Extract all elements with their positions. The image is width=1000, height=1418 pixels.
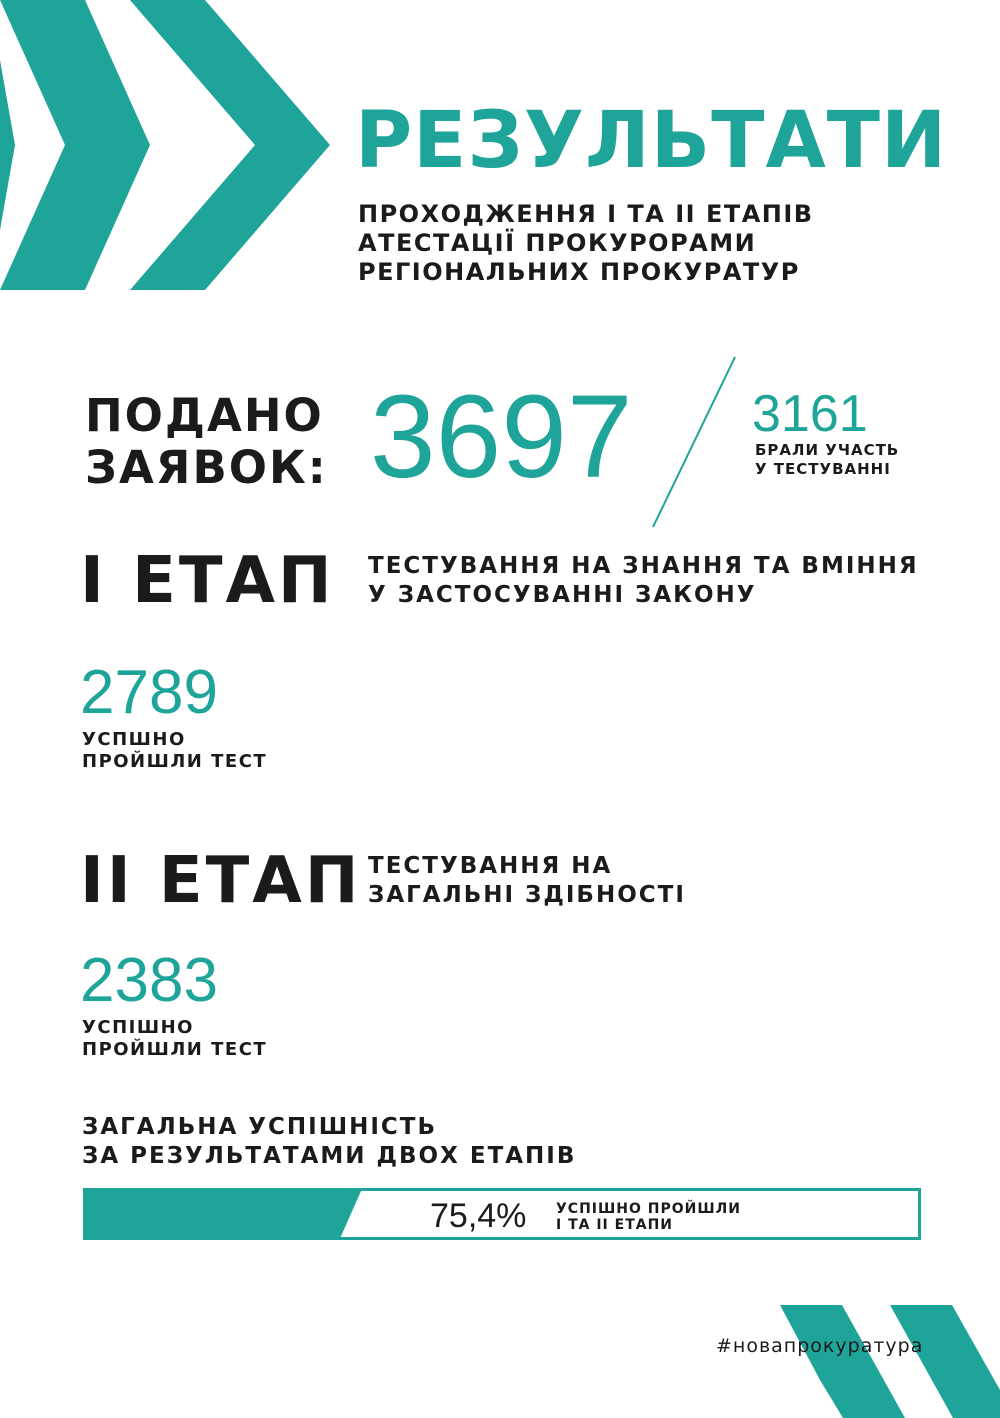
stage2-passed-count: 2383 [80,946,218,1015]
overall-percent-label-line: УСПІШНО ПРОЙШЛИ [556,1201,742,1217]
stage2-passed-label [82,1017,267,1061]
stage1-description [368,552,919,610]
subtitle-line: РЕГІОНАЛЬНИХ ПРОКУРАТУР [358,258,800,286]
participated-label [755,441,899,479]
overall-title [82,1113,576,1171]
stage2-description [368,852,686,910]
applications-label-line: ПОДАНО [85,389,324,442]
stage1-passed-label-line: УСПШНО [82,729,186,750]
overall-percent-label [556,1201,741,1233]
overall-title-line: ЗА РЕЗУЛЬТАТАМИ ДВОХ ЕТАПІВ [82,1143,577,1169]
chevron-decoration-top-icon [0,0,340,290]
applications-label [85,390,328,494]
stage2-title: ІІ ЕТАП [80,844,362,918]
stage1-passed-label [82,729,267,773]
stage1-passed-count: 2789 [80,658,218,727]
stage1-passed-label-line: ПРОЙШЛИ ТЕСТ [82,751,268,772]
stage2-description-line: ЗАГАЛЬНІ ЗДІБНОСТІ [368,882,686,908]
overall-title-line: ЗАГАЛЬНА УСПІШНІСТЬ [82,1114,438,1140]
stage1-title: І ЕТАП [80,544,335,618]
participated-label-line: БРАЛИ УЧАСТЬ [755,441,900,459]
chevron-decoration-bottom-icon [780,1300,1000,1418]
stage2-passed-label-line: ПРОЙШЛИ ТЕСТ [82,1039,268,1060]
participated-count: 3161 [752,385,868,443]
participated-label-line: У ТЕСТУВАННІ [755,460,891,478]
subtitle-line: АТЕСТАЦІЇ ПРОКУРОРАМИ [358,229,757,257]
subtitle-line: ПРОХОДЖЕННЯ І ТА ІІ ЕТАПІВ [358,200,814,228]
hashtag: #новапрокуратура [716,1335,924,1357]
page-subtitle [358,200,814,287]
stage1-description-line: У ЗАСТОСУВАННІ ЗАКОНУ [368,582,757,608]
stage2-description-line: ТЕСТУВАННЯ НА [368,853,613,879]
stage1-description-line: ТЕСТУВАННЯ НА ЗНАННЯ ТА ВМІННЯ [368,553,919,579]
divider-slash [645,352,745,532]
overall-progress-fill [86,1191,361,1240]
applications-label-line: ЗАЯВОК: [85,441,328,494]
applications-total: 3697 [370,371,633,503]
overall-percent-label-line: І ТА ІІ ЕТАПИ [556,1217,674,1233]
page-title: РЕЗУЛЬТАТИ [355,96,948,186]
stage2-passed-label-line: УСПІШНО [82,1017,194,1038]
overall-percent: 75,4% [430,1197,527,1235]
